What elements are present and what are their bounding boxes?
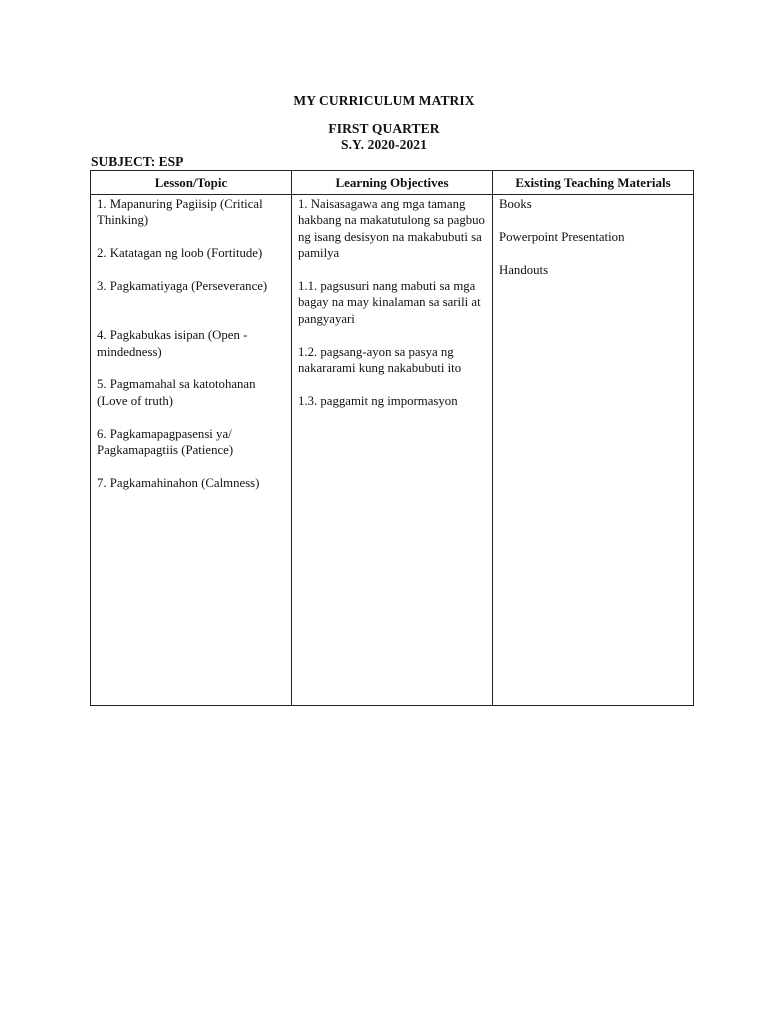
school-year-heading: S.Y. 2020-2021 bbox=[340, 137, 428, 152]
material-item: Handouts bbox=[499, 262, 549, 277]
lesson-item: 6. Pagkamapagpasensi ya/ Pagkamapagtiis (Patience) bbox=[97, 426, 234, 458]
lesson-item: 1. Mapanuring Pagiisip (Critical Thinking) bbox=[97, 197, 263, 228]
material-item: Books bbox=[499, 197, 532, 211]
lesson-item: 5. Pagmamahal sa katotohanan (Love of truth) bbox=[97, 377, 256, 408]
objectives-cell bbox=[292, 195, 493, 706]
header-teaching-materials: Existing Teaching Materials bbox=[493, 171, 694, 195]
curriculum-matrix-table bbox=[90, 170, 694, 706]
lesson-item: 3. Pagkamatiyaga (Perseverance) bbox=[97, 279, 268, 293]
lessons-cell bbox=[91, 195, 292, 706]
lesson-item: 4. Pagkabukas isipan (Open - mindedness) bbox=[97, 328, 248, 359]
lesson-item: 7. Pagkamahinahon (Calmness) bbox=[97, 475, 260, 490]
lesson-item: 2. Katatagan ng loob (Fortitude) bbox=[97, 246, 263, 261]
objective-item: 1.1. pagsusuri nang mabuti sa mga bagay na may kinalaman sa sarili at pangyayari bbox=[298, 279, 481, 326]
objective-item: 1.3. paggamit ng impormasyon bbox=[298, 393, 458, 408]
table-header-row bbox=[91, 171, 694, 195]
header-lesson-topic: Lesson/Topic bbox=[91, 171, 292, 195]
objective-item: 1.2. pagsang-ayon sa pasya ng nakararami kung nakabubuti ito bbox=[298, 344, 462, 376]
header-learning-objectives: Learning Objectives bbox=[292, 171, 493, 195]
subject-label: SUBJECT: ESP bbox=[91, 154, 184, 169]
material-item: Powerpoint Presentation bbox=[499, 229, 625, 244]
document-title: MY CURRICULUM MATRIX bbox=[293, 93, 475, 108]
table-row bbox=[91, 195, 694, 706]
materials-cell bbox=[493, 195, 694, 706]
objective-item: 1. Naisasagawa ang mga tamang hakbang na makatutulong sa pagbuo ng isang desisyon na makabubuti sa pamilya bbox=[298, 197, 485, 261]
quarter-heading: FIRST QUARTER bbox=[328, 121, 440, 136]
